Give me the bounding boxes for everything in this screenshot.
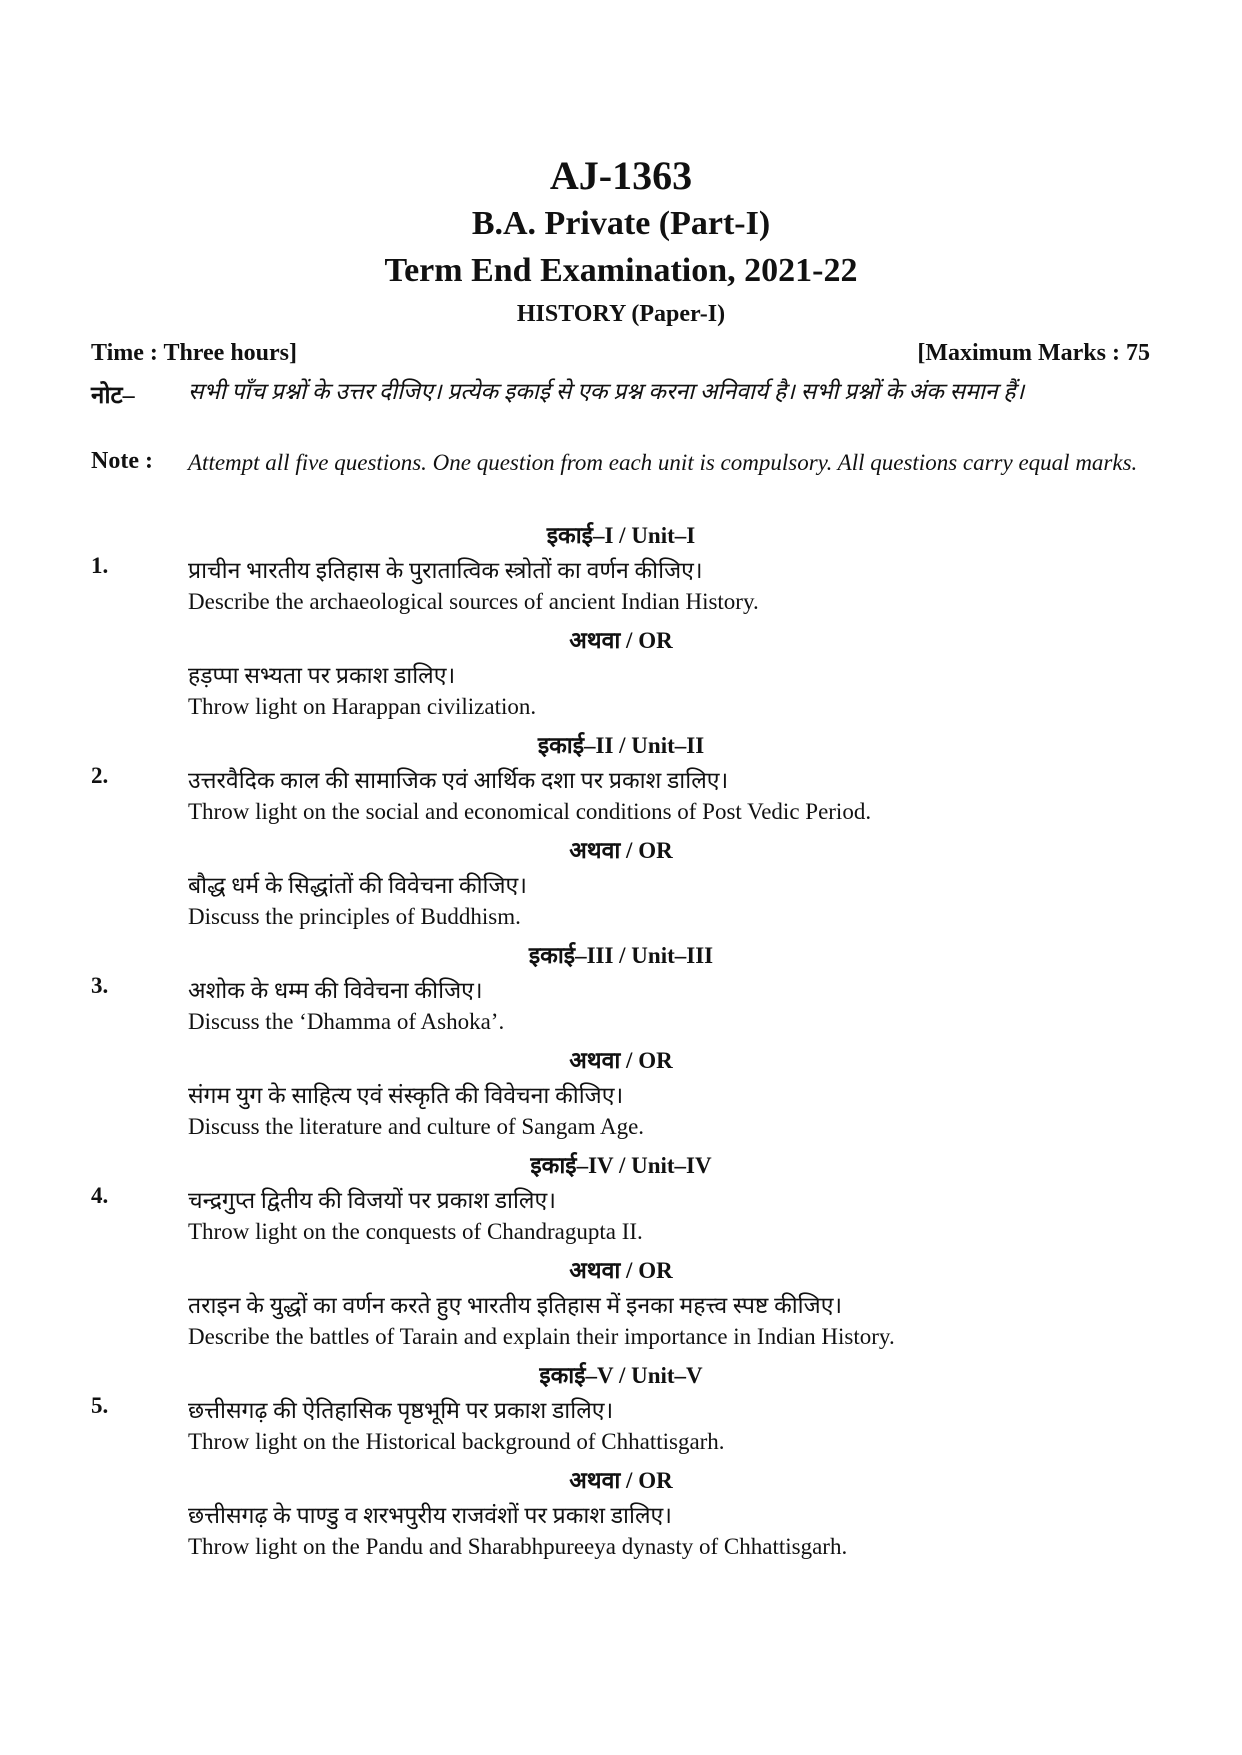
question-number: 5.	[91, 1393, 109, 1418]
question-english: Throw light on the Historical background of Chhattisgarh.	[188, 1429, 725, 1454]
question-english: Throw light on the social and economical conditions of Post Vedic Period.	[188, 799, 872, 824]
note-hindi-label: नोट–	[91, 383, 135, 409]
question-alt-english: Throw light on Harappan civilization.	[188, 694, 537, 719]
or-separator: अथवा / OR	[569, 1468, 673, 1493]
question-alt-hindi: संगम युग के साहित्य एवं संस्कृति की विवेचना कीजिए।	[188, 1083, 624, 1108]
note-english-label: Note :	[91, 448, 153, 474]
question-number: 1.	[91, 553, 109, 578]
unit-heading: इकाई–IV / Unit–IV	[530, 1153, 712, 1178]
question-alt-hindi: तराइन के युद्धों का वर्णन करते हुए भारतीय इतिहास में इनका महत्त्व स्पष्ट कीजिए।	[188, 1293, 843, 1318]
question-english: Describe the archaeological sources of ancient Indian History.	[188, 589, 759, 614]
maximum-marks: [Maximum Marks : 75	[917, 340, 1150, 366]
question-alt-english: Throw light on the Pandu and Sharabhpureeya dynasty of Chhattisgarh.	[188, 1534, 848, 1559]
question-alt-hindi: हड़प्पा सभ्यता पर प्रकाश डालिए।	[188, 663, 456, 688]
question-alt-english: Discuss the principles of Buddhism.	[188, 904, 521, 929]
unit-heading: इकाई–V / Unit–V	[539, 1363, 703, 1388]
note-hindi-text: सभी पाँच प्रश्नों के उत्तर दीजिए। प्रत्येक इकाई से एक प्रश्न करना अनिवार्य है। सभी प्रश्नों के अंक समान हैं।	[188, 379, 1025, 404]
or-separator: अथवा / OR	[569, 838, 673, 863]
question-hindi: छत्तीसगढ़ की ऐतिहासिक पृष्ठभूमि पर प्रकाश डालिए।	[188, 1398, 614, 1423]
time-allowed: Time : Three hours]	[91, 340, 298, 366]
question-number: 3.	[91, 973, 109, 998]
question-english: Throw light on the conquests of Chandragupta II.	[188, 1219, 643, 1244]
question-alt-hindi: बौद्ध धर्म के सिद्धांतों की विवेचना कीजिए।	[188, 873, 527, 898]
question-english: Discuss the ‘Dhamma of Ashoka’.	[188, 1009, 505, 1034]
unit-heading: इकाई–III / Unit–III	[528, 943, 714, 968]
question-hindi: उत्तरवैदिक काल की सामाजिक एवं आर्थिक दशा पर प्रकाश डालिए।	[188, 768, 729, 793]
question-hindi: प्राचीन भारतीय इतिहास के पुरातात्विक स्त्रोतों का वर्णन कीजिए।	[188, 558, 703, 583]
or-separator: अथवा / OR	[569, 628, 673, 653]
question-hindi: चन्द्रगुप्त द्वितीय की विजयों पर प्रकाश डालिए।	[188, 1188, 556, 1213]
question-number: 4.	[91, 1183, 109, 1208]
paper-code: AJ-1363	[549, 153, 693, 198]
unit-heading: इकाई–II / Unit–II	[537, 733, 705, 758]
question-number: 2.	[91, 763, 109, 788]
question-alt-english: Describe the battles of Tarain and explain their importance in Indian History.	[188, 1324, 895, 1349]
question-alt-hindi: छत्तीसगढ़ के पाण्डु व शरभपुरीय राजवंशों पर प्रकाश डालिए।	[188, 1503, 672, 1528]
question-hindi: अशोक के धम्म की विवेचना कीजिए।	[188, 978, 483, 1003]
unit-heading: इकाई–I / Unit–I	[546, 523, 696, 548]
note-english-text: Attempt all five questions. One question from each unit is compulsory. All questions carry equal marks.	[188, 450, 1138, 475]
or-separator: अथवा / OR	[569, 1048, 673, 1073]
course-title: B.A. Private (Part-I)	[471, 205, 771, 242]
paper-subject: HISTORY (Paper-I)	[516, 301, 726, 327]
question-alt-english: Discuss the literature and culture of Sangam Age.	[188, 1114, 645, 1139]
exam-title: Term End Examination, 2021-22	[384, 252, 858, 289]
or-separator: अथवा / OR	[569, 1258, 673, 1283]
